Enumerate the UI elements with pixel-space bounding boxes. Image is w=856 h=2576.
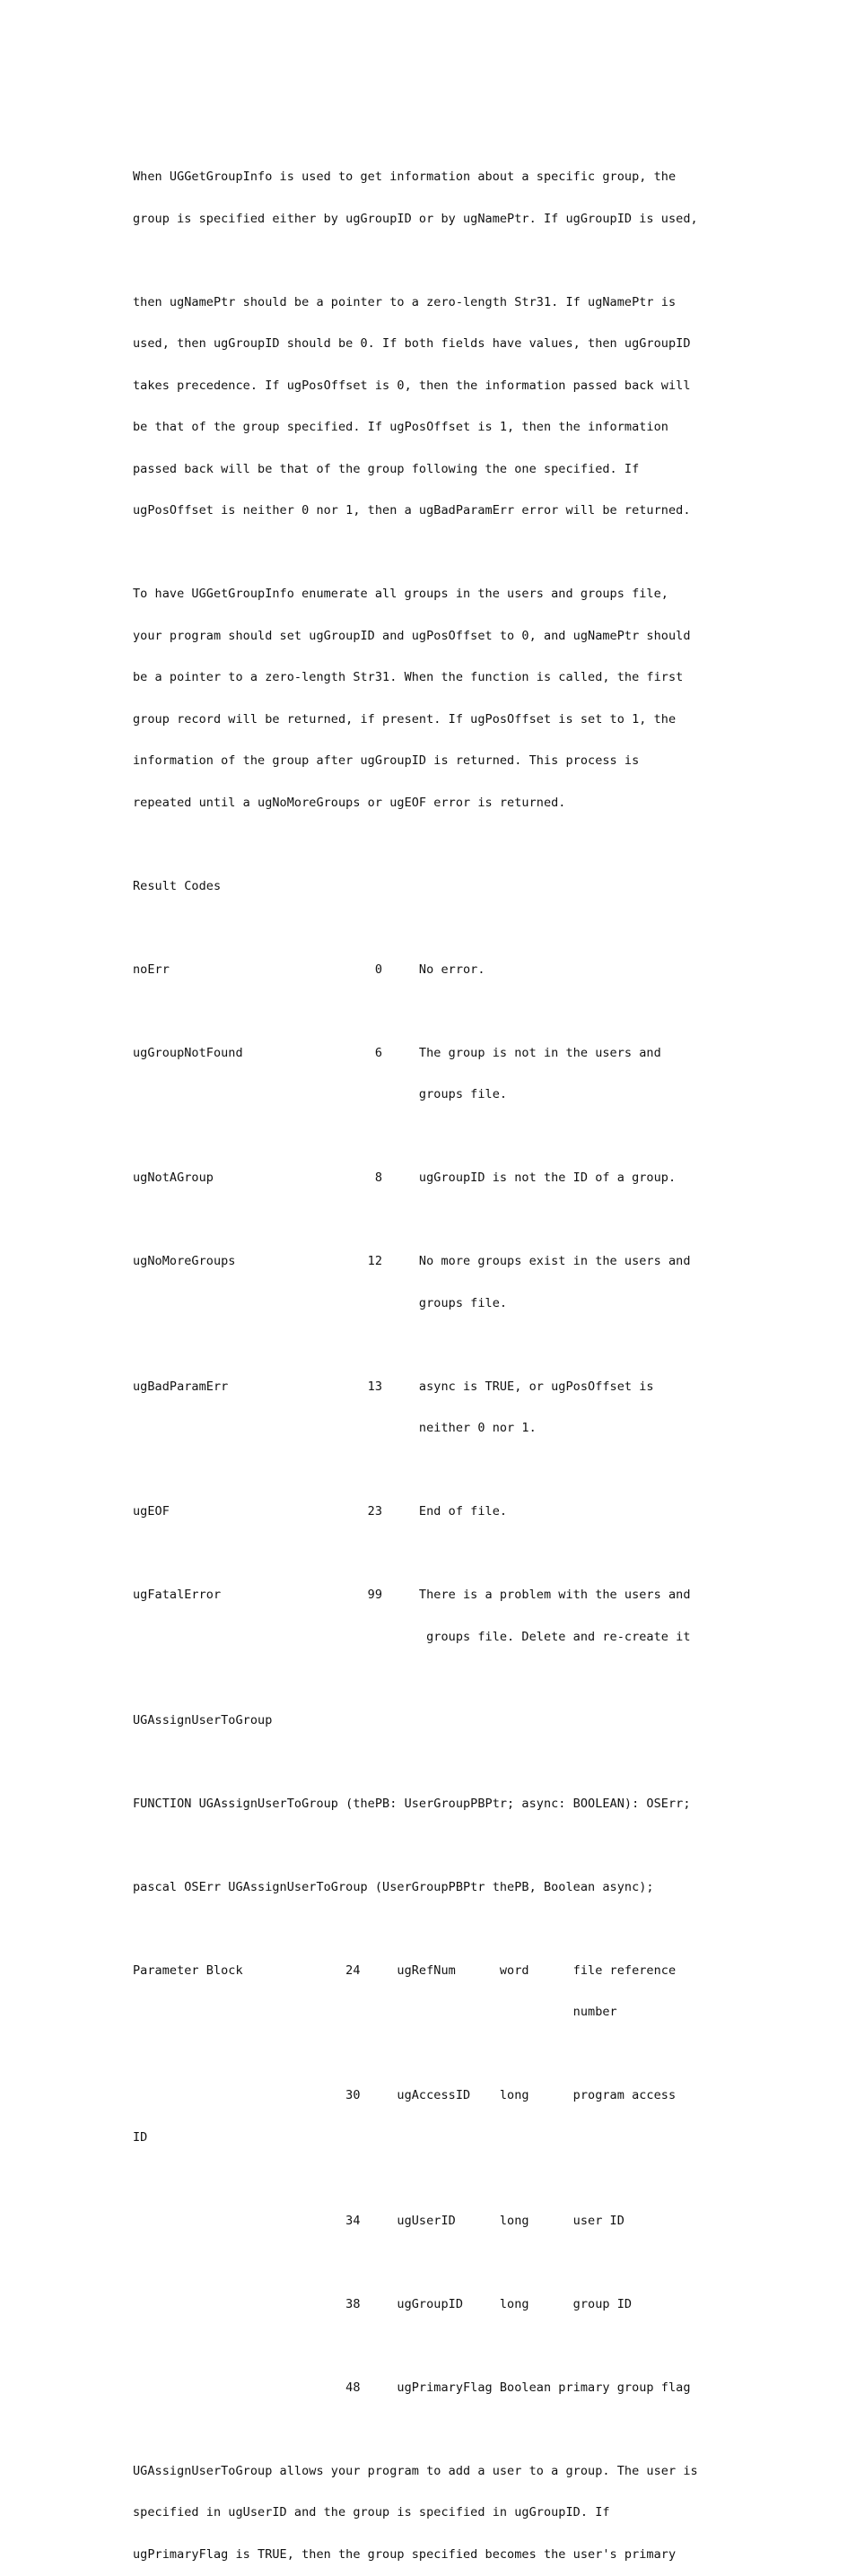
text-line xyxy=(133,1130,743,1144)
text-line xyxy=(133,1672,743,1686)
text-line: used, then ugGroupID should be 0. If both fields have values, then ugGroupID xyxy=(133,336,691,351)
text-line: UGAssignUserToGroup allows your program to add a user to a group. The user is xyxy=(133,2463,698,2478)
text-line: your program should set ugGroupID and ugPosOffset to 0, and ugNamePtr should xyxy=(133,628,691,643)
text-line: takes precedence. If ugPosOffset is 0, then the information passed back will xyxy=(133,378,691,393)
text-line xyxy=(133,254,743,268)
result-code-row: groups file. xyxy=(133,1295,508,1310)
result-code-row: groups file. xyxy=(133,1087,508,1101)
text-line: group is specified either by ugGroupID or by ugNamePtr. If ugGroupID is used, xyxy=(133,211,698,226)
text-line xyxy=(133,2256,743,2270)
result-code-row: ugEOF 23 End of file. xyxy=(133,1504,508,1519)
parameter-row: 48 ugPrimaryFlag Boolean primary group flag xyxy=(133,2380,691,2395)
text-line xyxy=(133,2339,743,2354)
text-line xyxy=(133,1338,743,1353)
document-body xyxy=(133,143,743,2576)
section-heading: UGAssignUserToGroup xyxy=(133,1712,273,1727)
text-line xyxy=(133,1214,743,1228)
text-line xyxy=(133,1922,743,1936)
text-line: specified in ugUserID and the group is specified in ugGroupID. If xyxy=(133,2505,610,2519)
parameter-row: Parameter Block 24 ugRefNum word file reference xyxy=(133,1962,677,1978)
text-line xyxy=(133,1755,743,1770)
parameter-row: ID xyxy=(133,2129,148,2145)
result-code-row: ugNoMoreGroups 12 No more groups exist in the users and xyxy=(133,1254,691,1268)
parameter-row: 34 ugUserID long user ID xyxy=(133,2213,625,2228)
text-line: be a pointer to a zero-length Str31. When the function is called, the first xyxy=(133,670,684,684)
text-line: be that of the group specified. If ugPosOffset is 1, then the information xyxy=(133,420,668,434)
result-code-row: noErr 0 No error. xyxy=(133,962,485,977)
parameter-row: 30 ugAccessID long program access xyxy=(133,2088,677,2102)
text-line: group record will be returned, if present. If ugPosOffset is set to 1, the xyxy=(133,711,677,727)
pascal-signature: FUNCTION UGAssignUserToGroup (thePB: UserGroupPBPtr; async: BOOLEAN): OSErr; xyxy=(133,1796,691,1811)
result-code-row: groups file. Delete and re-create it xyxy=(133,1629,691,1644)
text-line: To have UGGetGroupInfo enumerate all groups in the users and groups file, xyxy=(133,587,668,601)
text-line: ugPosOffset is neither 0 nor 1, then a ugBadParamErr error will be returned. xyxy=(133,503,691,518)
text-line xyxy=(133,1547,743,1562)
text-line xyxy=(133,1005,743,1019)
text-line xyxy=(133,546,743,561)
text-line: When UGGetGroupInfo is used to get information about a specific group, the xyxy=(133,170,677,184)
text-line: ugPrimaryFlag is TRUE, then the group specified becomes the user's primary xyxy=(133,2546,677,2562)
c-signature: pascal OSErr UGAssignUserToGroup (UserGroupPBPtr thePB, Boolean async); xyxy=(133,1879,654,1894)
text-line xyxy=(133,2423,743,2437)
text-line: passed back will be that of the group following the one specified. If xyxy=(133,461,640,476)
result-code-row: ugGroupNotFound 6 The group is not in the users and xyxy=(133,1045,661,1060)
text-line xyxy=(133,2048,743,2062)
text-line: information of the group after ugGroupID is returned. This process is xyxy=(133,753,640,768)
text-line: repeated until a ugNoMoreGroups or ugEOF error is returned. xyxy=(133,795,566,810)
text-line xyxy=(133,838,743,852)
result-code-row: ugNotAGroup 8 ugGroupID is not the ID of a group. xyxy=(133,1171,677,1185)
text-line xyxy=(133,1839,743,1853)
text-line xyxy=(133,921,743,936)
parameter-row: number xyxy=(133,2005,617,2019)
result-code-row: neither 0 nor 1. xyxy=(133,1421,537,1435)
text-line xyxy=(133,1464,743,1478)
result-code-row: ugBadParamErr 13 async is TRUE, or ugPosOffset is xyxy=(133,1379,654,1394)
text-line xyxy=(133,2172,743,2187)
result-code-row: ugFatalError 99 There is a problem with the users and xyxy=(133,1588,691,1602)
section-heading: Result Codes xyxy=(133,878,222,893)
text-line: then ugNamePtr should be a pointer to a zero-length Str31. If ugNamePtr is xyxy=(133,294,677,309)
parameter-row: 38 ugGroupID long group ID xyxy=(133,2296,633,2311)
